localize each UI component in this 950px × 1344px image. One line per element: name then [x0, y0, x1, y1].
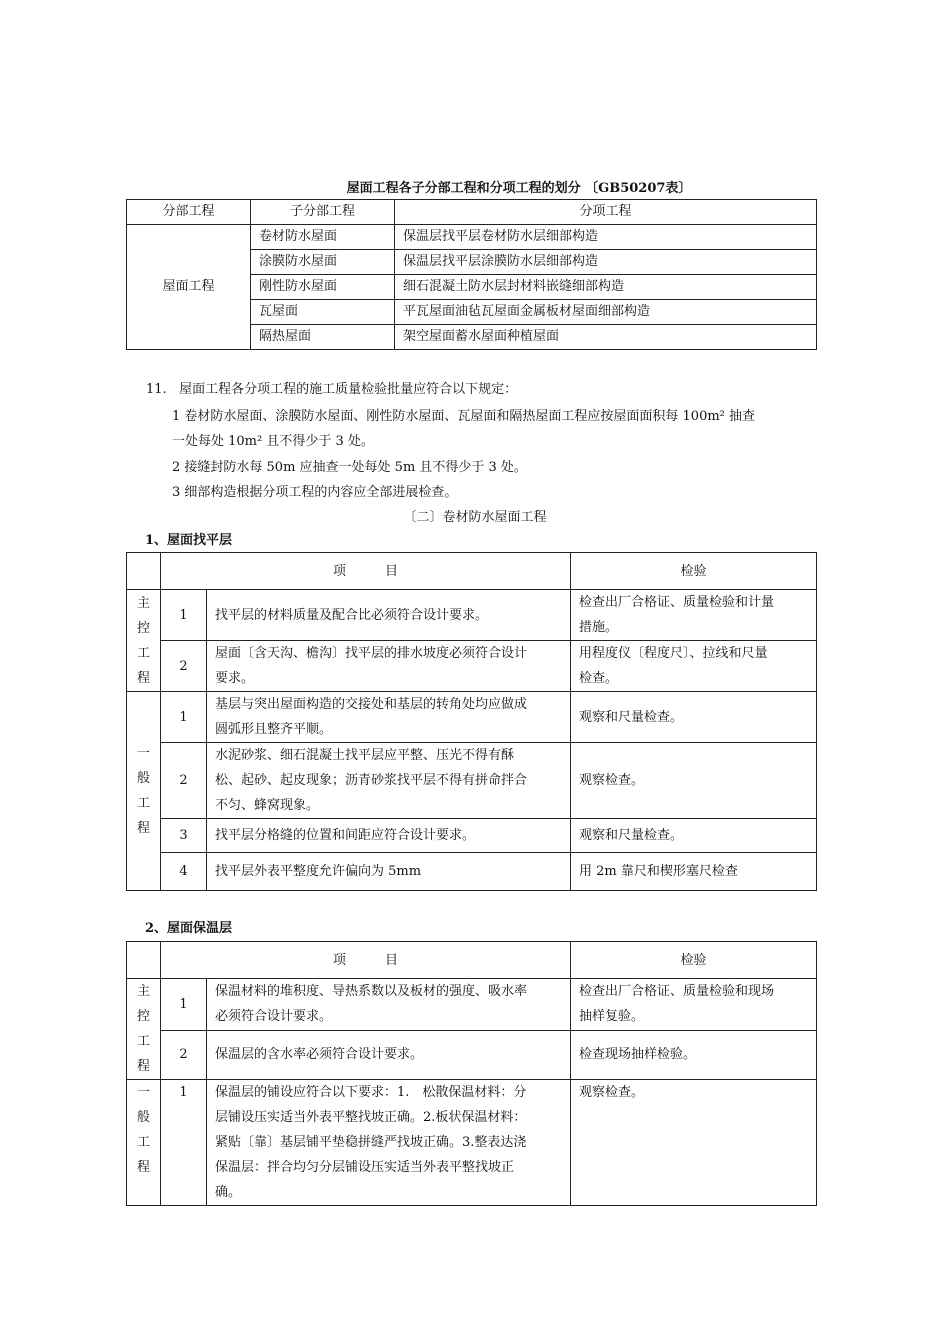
- check-cell: 用程度仪〔程度尺〕、拉线和尺量 检查。: [571, 641, 817, 692]
- check-cell: 检查出厂合格证、质量检验和现场 抽样复验。: [571, 979, 817, 1031]
- subdivision-cell: 隔热屋面: [251, 325, 395, 350]
- clause-line-3: 3 细部构造根据分项工程的内容应全部进展检查。: [172, 485, 458, 500]
- clause-line-2: 2 接缝封防水每 50m 应抽查一处每处 5m 且不得少于 3 处。: [172, 460, 527, 475]
- item-cell: 屋面〔含天沟、檐沟〕找平层的排水坡度必须符合设计 要求。: [207, 641, 571, 692]
- header-division: 分部工程: [127, 200, 251, 225]
- header-item: 项 目: [161, 942, 571, 979]
- items-cell: 平瓦屋面油毡瓦屋面金属板材屋面细部构造: [395, 300, 817, 325]
- check-cell: 观察和尺量检查。: [571, 819, 817, 853]
- table-row: [127, 590, 817, 641]
- item-cell: 保温材料的堆积度、导热系数以及板材的强度、吸水率 必须符合设计要求。: [207, 979, 571, 1031]
- row-number: 1: [161, 1080, 207, 1206]
- table-row: [127, 641, 817, 692]
- check-cell: 检查出厂合格证、质量检验和计量 措施。: [571, 590, 817, 641]
- header-subdivision: 子分部工程: [251, 200, 395, 225]
- table-header-row: [127, 553, 817, 590]
- row-number: 3: [161, 819, 207, 853]
- section-2-heading: 2、屋面保温层: [145, 921, 233, 936]
- general-label: 一 般 工 程: [127, 692, 161, 891]
- subdivision-cell: 卷材防水屋面: [251, 225, 395, 250]
- general-label: 一 般 工 程: [127, 1080, 161, 1206]
- main-control-label: 主 控 工 程: [127, 979, 161, 1080]
- check-cell: 观察和尺量检查。: [571, 692, 817, 743]
- clause-line-1a: 1 卷材防水屋面、涂膜防水屋面、刚性防水屋面、瓦屋面和隔热屋面工程应按屋面面积每 100m² 抽查: [172, 409, 756, 424]
- check-cell: 观察检查。: [571, 743, 817, 819]
- section-title: 〔二〕卷材防水屋面工程: [403, 510, 547, 525]
- table-header-row: [127, 942, 817, 979]
- table-row: [127, 1030, 817, 1080]
- clause-line-1b: 一处每处 10m² 且不得少于 3 处。: [172, 434, 374, 449]
- item-cell: 保温层的铺设应符合以下要求：1. 松散保温材料：分 层铺设压实适当外表平整找坡正确。2.板状保温材料： 紧贴〔靠〕基层铺平垫稳拼缝严找坡正确。3.整表达浇 保温层：拌合均匀分层铺设压实适当外表平整找坡正 确。: [207, 1080, 571, 1206]
- item-cell: 基层与突出屋面构造的交接处和基层的转角处均应做成 圆弧形且整齐平顺。: [207, 692, 571, 743]
- check-cell: 用 2m 靠尺和楔形塞尺检查: [571, 853, 817, 891]
- insulation-layer-table: [126, 941, 817, 1206]
- table-row: [127, 692, 817, 743]
- table-header-row: [127, 200, 817, 225]
- table-row: [127, 979, 817, 1031]
- section-1-heading: 1、屋面找平层: [145, 533, 233, 548]
- check-cell: 观察检查。: [571, 1080, 817, 1206]
- item-cell: 找平层外表平整度允许偏向为 5mm: [207, 853, 571, 891]
- row-number: 1: [161, 590, 207, 641]
- table-row: [127, 819, 817, 853]
- table-row: [127, 1080, 817, 1206]
- check-cell: 检查现场抽样检验。: [571, 1030, 817, 1080]
- item-cell: 保温层的含水率必须符合设计要求。: [207, 1030, 571, 1080]
- table-row: [127, 225, 817, 250]
- item-cell: 找平层的材料质量及配合比必须符合设计要求。: [207, 590, 571, 641]
- header-items: 分项工程: [395, 200, 817, 225]
- subdivision-cell: 刚性防水屋面: [251, 275, 395, 300]
- leveling-layer-table: [126, 552, 817, 891]
- row-number: 2: [161, 743, 207, 819]
- subdivision-cell: 瓦屋面: [251, 300, 395, 325]
- header-blank: [127, 942, 161, 979]
- header-check: 检验: [571, 553, 817, 590]
- row-number: 1: [161, 979, 207, 1031]
- clause-number: 11.: [146, 382, 167, 397]
- item-cell: 找平层分格缝的位置和间距应符合设计要求。: [207, 819, 571, 853]
- header-blank: [127, 553, 161, 590]
- row-number: 1: [161, 692, 207, 743]
- header-check: 检验: [571, 942, 817, 979]
- main-control-label: 主 控 工 程: [127, 590, 161, 692]
- items-cell: 细石混凝土防水层封材料嵌缝细部构造: [395, 275, 817, 300]
- division-name: 屋面工程: [127, 225, 251, 350]
- clause-11: [146, 377, 517, 403]
- clause-text: 屋面工程各分项工程的施工质量检验批量应符合以下规定：: [179, 382, 518, 397]
- header-item: 项 目: [161, 553, 571, 590]
- items-cell: 保温层找平层涂膜防水层细部构造: [395, 250, 817, 275]
- table-row: [127, 743, 817, 819]
- table1-title: 屋面工程各子分部工程和分项工程的划分 〔GB50207表〕: [346, 181, 692, 196]
- items-cell: 保温层找平层卷材防水层细部构造: [395, 225, 817, 250]
- row-number: 4: [161, 853, 207, 891]
- row-number: 2: [161, 641, 207, 692]
- item-cell: 水泥砂浆、细石混凝土找平层应平整、压光不得有酥 松、起砂、起皮现象；沥青砂浆找平层不得有拼命拌合 不匀、蜂窝现象。: [207, 743, 571, 819]
- row-number: 2: [161, 1030, 207, 1080]
- table-row: [127, 853, 817, 891]
- subdivision-cell: 涂膜防水屋面: [251, 250, 395, 275]
- items-cell: 架空屋面蓄水屋面种植屋面: [395, 325, 817, 350]
- division-table: [126, 199, 817, 350]
